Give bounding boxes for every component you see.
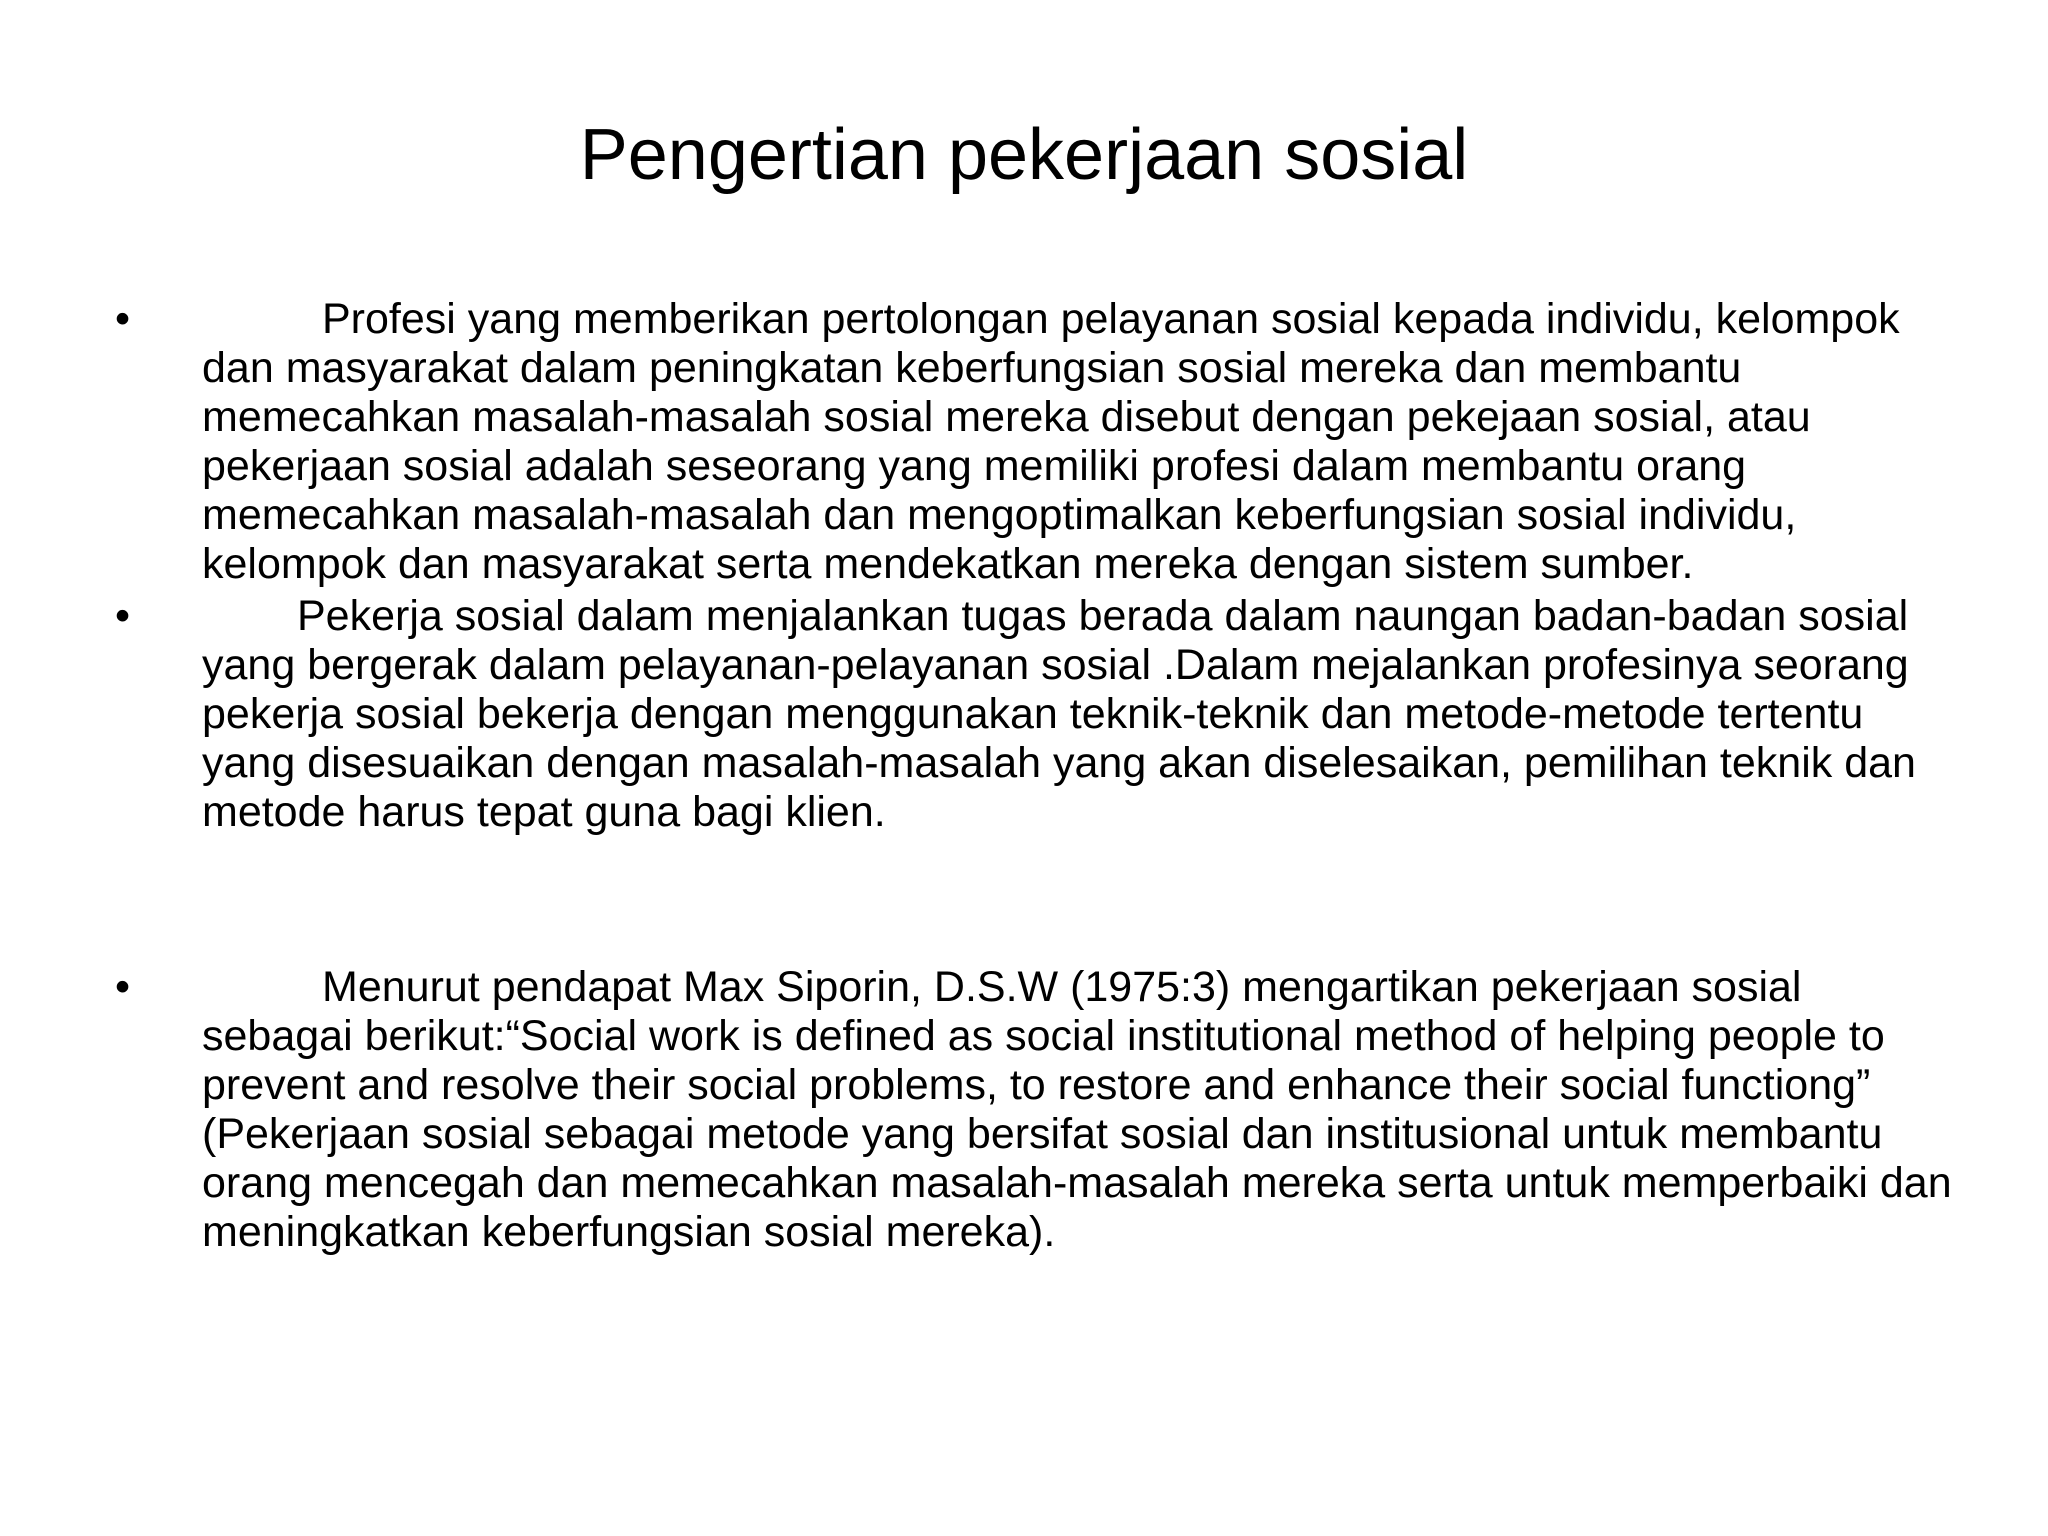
slide-title: Pengertian pekerjaan sosial [579, 115, 1469, 195]
bullet-list [115, 295, 1955, 1257]
bullet-text: Profesi yang memberikan pertolongan pelayanan sosial kepada individu, kelompok dan masyarakat dalam peningkatan keberfungsian sosial mereka dan membantu memecahkan masalah-masalah sosial mereka disebut dengan pekejaan sosial, atau pekerjaan sosial adalah seseorang yang memiliki profesi dalam membantu orang memecahkan masalah-masalah dan mengoptimalkan keberfungsian sosial individu, kelompok dan masyarakat serta mendekatkan mereka dengan sistem sumber. [202, 295, 1900, 588]
bullet-item [115, 295, 1955, 589]
bullet-item [115, 592, 1955, 837]
bullet-text: Pekerja sosial dalam menjalankan tugas berada dalam naungan badan-badan sosial yang bergerak dalam pelayanan-pelayanan sosial .Dalam mejalankan profesinya seorang pekerja sosial bekerja dengan menggunakan teknik-teknik dan metode-metode tertentu yang disesuaikan dengan masalah-masalah yang akan diselesaikan, pemilihan teknik dan metode harus tepat guna bagi klien. [202, 592, 1916, 836]
bullet-text: Menurut pendapat Max Siporin, D.S.W (1975:3) mengartikan pekerjaan sosial sebagai berikut:“Social work is defined as social institutional method of helping people to prevent and resolve their social problems, to restore and enhance their social functiong” (Pekerjaan sosial sebagai metode yang bersifat sosial dan institusional untuk membantu orang mencegah dan memecahkan masalah-masalah mereka serta untuk memperbaiki dan meningkatkan keberfungsian sosial mereka). [202, 963, 1952, 1256]
bullet-item [115, 963, 1955, 1257]
bullet-dot-icon: • [115, 592, 131, 640]
bullet-dot-icon: • [115, 963, 131, 1011]
bullet-dot-icon: • [115, 295, 131, 343]
